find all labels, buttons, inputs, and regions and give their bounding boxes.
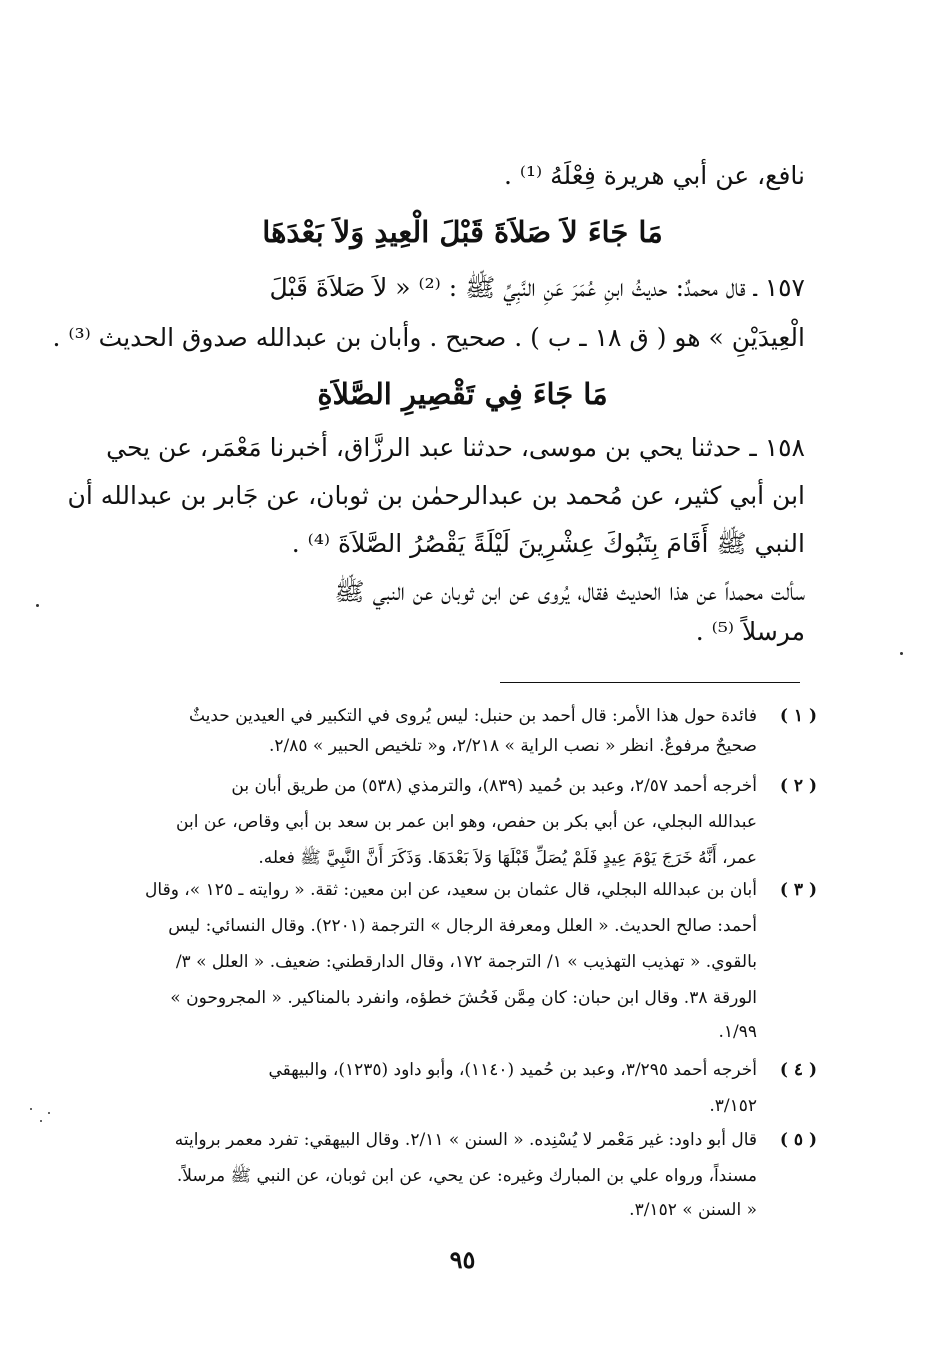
footnote-3-line-2: أحمد: صالح الحديث. « العلل ومعرفة الرجال » الترجمة (٢٢٠١). وقال النسائي: ليس — [168, 916, 757, 936]
hadith-158-line-2: ابن أبي كثير، عن مُحمد بن عبدالرحمٰن بن ثوبان، عن جَابر بن عبدالله أن — [67, 481, 805, 510]
footnote-4-number: ( ٤ ) — [779, 1060, 817, 1080]
footnote-3-line-4: الورقة ٣٨. وقال ابن حبان: كان مِمَّن فَحُشَ خطؤه، وانفرد بالمناكير. « المجروحون » — [170, 988, 757, 1008]
footnote-5-line-2: مسنداً، ورواه علي بن المبارك وغيره: عن يحي، عن ابن ثوبان، عن النبي ﷺ مرسلاً. — [176, 1166, 757, 1186]
hadith-157-line-1: ١٥٧ ـ قال محمدٌ: حديثُ ابنِ عُمَرَ عَنِ النَّبِيِّ ﷺ : ⁽²⁾ « لاَ صَلاَةَ قَبْلَ — [269, 273, 805, 302]
footnote-3-line-5: ١/٩٩. — [718, 1022, 757, 1042]
footnote-5-number: ( ٥ ) — [779, 1130, 817, 1150]
scan-speck — [40, 1120, 42, 1122]
footnote-3-number: ( ٣ ) — [779, 880, 817, 900]
commentary-line-2: مرسلاً ⁽⁵⁾ . — [695, 617, 805, 646]
scan-speck — [48, 1112, 50, 1114]
footnote-2-line-2: عبدالله البجلي، عن أبي بكر بن حفص، وهو ابن عمر بن سعد بن أبي وقاص، عن ابن — [176, 812, 757, 832]
section-heading-shortening-prayer: مَا جَاءَ فِي تَقْصِيرِ الصَّلاَةِ — [317, 377, 608, 411]
hadith-157-line-2: الْعِيدَيْنِ » هو ( ق ١٨ ـ ب ) . صحيح . وأبان بن عبدالله صدوق الحديث ⁽³⁾ . — [52, 323, 805, 352]
scan-speck — [30, 1108, 32, 1110]
hadith-158-line-1: ١٥٨ ـ حدثنا يحي بن موسى، حدثنا عبد الرزَّاق، أخبرنا مَعْمَر، عن يحي — [106, 433, 805, 462]
footnote-separator — [500, 682, 800, 683]
footnote-4-line-1: أخرجه أحمد ٣/٢٩٥، وعبد بن حُميد (١١٤٠)، وأبو داود (١٢٣٥)، والبيهقي — [268, 1060, 757, 1080]
commentary-line-1: سألت محمداً عن هذا الحديث فقال، يُروى عن ابن ثوبان عن النبي ﷺ — [334, 577, 805, 606]
footnote-5-line-3: « السنن » ٣/١٥٢. — [629, 1200, 757, 1220]
footnote-2-number: ( ٢ ) — [779, 776, 817, 796]
footnote-5-line-1: قال أبو داود: غير مَعْمر لا يُسْنِده. « السنن » ٢/١١. وقال البيهقي: تفرد معمر بروايته — [174, 1130, 757, 1150]
footnote-4-line-2: ٣/١٥٢. — [709, 1096, 757, 1116]
continuation-line: نافع، عن أبي هريرة فِعْلَهُ ⁽¹⁾ . — [503, 161, 805, 190]
footnote-3-line-1: أبان بن عبدالله البجلي، قال عثمان بن سعيد، عن ابن معين: ثقة. « روايته ـ ١٢٥ »، وقال — [145, 880, 757, 900]
hadith-158-line-3: النبي ﷺ أَقَامَ بِتَبُوكَ عِشْرِينَ لَيْلَةً يَقْصُرُ الصَّلاَةَ ⁽⁴⁾ . — [291, 529, 805, 558]
footnote-1-line-2: صحيحٌ مرفوعٌ. انظر « نصب الراية » ٢/٢١٨، و« تلخيص الحبير » ٢/٨٥. — [268, 736, 757, 756]
footnote-1-line-1: فائدة حول هذا الأمر: قال أحمد بن حنبل: ليس يُروى في التكبير في العيدين حديثٌ — [188, 706, 757, 726]
footnote-3-line-3: بالقوي. « تهذيب التهذيب » ١/ الترجمة ١٧٢، وقال الدارقطني: ضعيف. « العلل » ٣/ — [175, 952, 757, 972]
page-number: ٩٥ — [449, 1245, 476, 1274]
section-heading-eid-prayer: مَا جَاءَ لاَ صَلاَةَ قَبْلَ الْعِيدِ وَلاَ بَعْدَهَا — [262, 215, 663, 249]
footnote-2-line-1: أخرجه أحمد ٢/٥٧، وعبد بن حُميد (٨٣٩)، والترمذي (٥٣٨) من طريق أبان بن — [231, 776, 757, 796]
footnote-2-line-3: عمر، أَنَّهُ خَرَجَ يَوْمَ عِيدٍ فَلَمْ يُصَلِّ قَبْلَهَا وَلاَ بَعْدَهَا. وَذَكَرَ أَنَّ النَّبِيَّ ﷺ فعله. — [258, 848, 757, 868]
scan-speck — [900, 652, 903, 655]
footnote-1-number: ( ١ ) — [779, 706, 817, 726]
scan-speck — [36, 604, 39, 607]
